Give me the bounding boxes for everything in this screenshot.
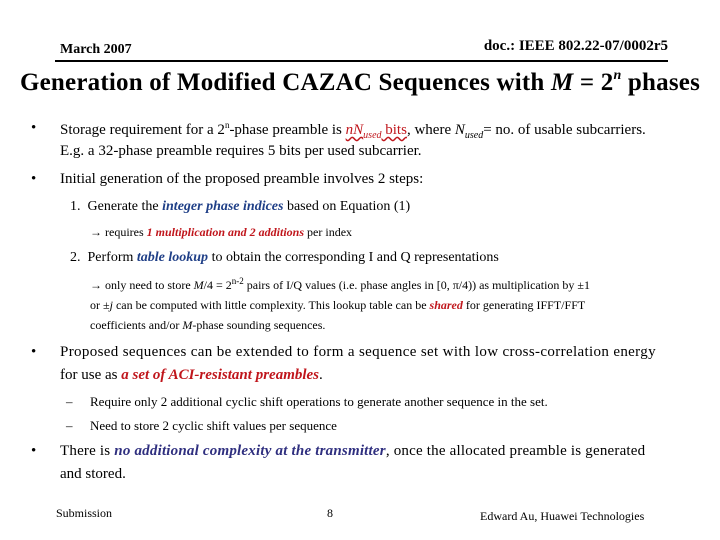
bullet-4-line-1	[60, 443, 645, 460]
bullet-icon: •	[31, 443, 37, 459]
bullet-3-sub-1: Require only 2 additional cyclic shift operations to generate another sequence in the set.	[90, 394, 548, 409]
step-1	[70, 199, 410, 215]
text: pairs of I/Q values (i.e. phase angles in [0, π/4)) as multiplication by ±1	[243, 278, 590, 292]
emphasis-shared: shared	[429, 298, 463, 312]
bullet-icon: •	[31, 120, 37, 136]
bullet-2-text: Initial generation of the proposed preamble involves 2 steps:	[60, 171, 424, 187]
exp: n	[224, 120, 230, 130]
bullet-3-sub-2: Need to store 2 cyclic shift values per sequence	[90, 418, 337, 433]
step-2-detail-line-1	[90, 276, 590, 293]
title-var-m: M	[551, 69, 574, 96]
emphasis-integer-phase-indices: integer phase indices	[162, 199, 284, 214]
slide-title	[0, 68, 720, 97]
step-num: 2.	[70, 250, 81, 265]
footer-submission: Submission	[56, 506, 113, 520]
text: There is	[60, 443, 115, 459]
header-date: March 2007	[60, 42, 132, 57]
text: per index	[304, 225, 353, 239]
text: to obtain the corresponding I and Q representations	[208, 250, 499, 265]
exp: n-2	[231, 276, 244, 286]
text: Perform	[87, 250, 137, 265]
text: → requires	[90, 225, 147, 239]
var-j: j	[109, 298, 113, 312]
title-eq: = 2	[573, 69, 614, 96]
emphasis-table-lookup: table lookup	[136, 250, 209, 265]
emphasis-no-complexity: no additional complexity at the transmitter	[114, 443, 386, 459]
header-rule	[55, 60, 668, 62]
bullet-icon: •	[31, 171, 37, 187]
text: Generate the	[87, 199, 163, 214]
step-2-detail-line-3	[90, 318, 325, 333]
footer-page-number: 8	[327, 506, 333, 520]
title-exp: n	[613, 68, 622, 83]
dash-icon: –	[66, 394, 73, 409]
title-text: Generation of Modified CAZAC Sequences with	[19, 69, 551, 96]
text: based on Equation (1)	[283, 199, 411, 214]
text: → only need to store	[90, 278, 194, 292]
text: for generating IFFT/FFT	[462, 298, 586, 312]
sub: used	[464, 130, 484, 141]
step-2	[70, 250, 499, 266]
title-suffix: phases	[621, 69, 700, 96]
text: nN	[345, 122, 364, 138]
text: = no. of usable subcarriers.	[483, 122, 646, 138]
text: .	[319, 367, 323, 383]
var-n: N	[454, 122, 465, 138]
bullet-1-line-1	[60, 120, 646, 141]
emphasis-aci-resistant: a set of ACI-resistant preambles	[121, 367, 320, 383]
emphasis-operations: 1 multiplication and 2 additions	[146, 225, 305, 239]
text: for use as	[60, 367, 122, 383]
bullet-4-line-2: and stored.	[60, 466, 126, 482]
bullet-3-line-2	[60, 367, 323, 384]
text: or ±	[90, 298, 110, 312]
var-m: M	[193, 278, 204, 292]
text: -phase preamble is	[229, 122, 346, 138]
text: , where	[406, 122, 455, 138]
bullet-icon: •	[31, 344, 37, 360]
sub: used	[363, 130, 382, 141]
storage-formula	[345, 122, 382, 141]
bullet-3-line-1: Proposed sequences can be extended to form a sequence set with low cross-correlation energy	[60, 344, 656, 360]
bullet-1-line-2: E.g. a 32-phase preamble requires 5 bits per used subcarrier.	[60, 143, 422, 159]
text: can be computed with little complexity. This lookup table can be	[112, 298, 430, 312]
step-num: 1.	[70, 199, 81, 214]
dash-icon: –	[66, 418, 73, 433]
text: coefficients and/or	[90, 318, 183, 332]
var-m: M	[182, 318, 193, 332]
bits-text: bits	[381, 122, 407, 138]
step-1-detail	[90, 225, 352, 240]
step-2-detail-line-2	[90, 298, 585, 313]
text: Storage requirement for a 2	[60, 122, 225, 138]
text: , once the allocated preamble is generated	[385, 443, 646, 459]
header-doc-id: doc.: IEEE 802.22-07/0002r5	[483, 38, 668, 54]
text: /4 = 2	[203, 278, 232, 292]
text: -phase sounding sequences.	[192, 318, 326, 332]
footer-author: Edward Au, Huawei Technologies	[480, 509, 645, 523]
